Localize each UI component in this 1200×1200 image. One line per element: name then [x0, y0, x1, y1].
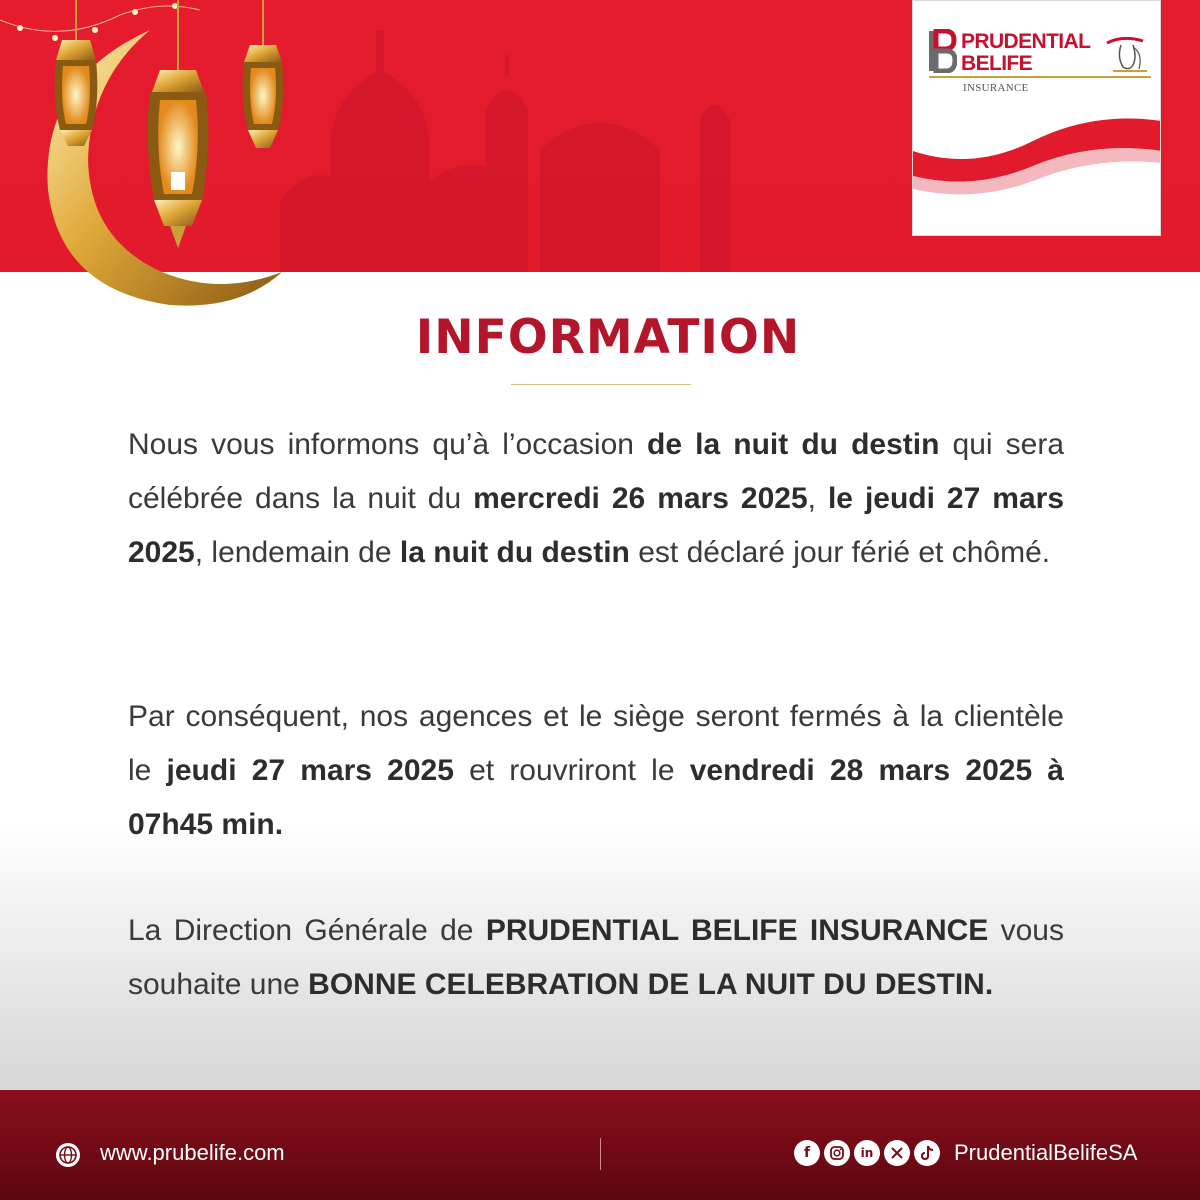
- p1-text-g: , lendemain de: [194, 536, 400, 569]
- prudence-face-icon: [1103, 31, 1151, 75]
- p3-bold-b: PRUDENTIAL BELIFE INSURANCE: [485, 914, 989, 947]
- logo-name-line2: BELIFE: [961, 52, 1033, 75]
- logo-name-line1: PRUDENTIAL: [961, 30, 1091, 53]
- p1-text-i: est déclaré jour férié et chômé.: [629, 536, 1051, 569]
- title-underline: [511, 384, 691, 385]
- p1-bold-f: le jeudi 27 mars 2025: [128, 482, 1065, 569]
- page-title: INFORMATION: [415, 310, 801, 365]
- footer-bar: [0, 1090, 1200, 1200]
- footer-divider: [600, 1138, 601, 1170]
- paragraph-3: [128, 904, 1064, 1012]
- p3-text-c: vous souhaite une: [128, 914, 1064, 1001]
- p2-text-c: et rouvriront le: [453, 754, 690, 787]
- p3-text-a: La Direction Générale de: [128, 914, 486, 947]
- p2-bold-d: vendredi 28 mars 2025 à 07h45 min.: [128, 754, 1064, 841]
- social-handle[interactable]: PrudentialBelifeSA: [954, 1140, 1138, 1165]
- globe-icon: [55, 1142, 81, 1168]
- instagram-icon[interactable]: [824, 1140, 850, 1166]
- p1-text-c: qui sera célébrée dans la nuit du: [128, 428, 1064, 515]
- p1-bold-b: de la nuit du destin: [647, 428, 940, 461]
- paragraph-1: [128, 418, 1064, 580]
- linkedin-icon[interactable]: in: [854, 1140, 880, 1166]
- paragraph-2: [128, 690, 1064, 852]
- p3-bold-d: BONNE CELEBRATION DE LA NUIT DU DESTIN.: [308, 968, 994, 1001]
- crescent-and-lanterns-decoration: [0, 0, 340, 330]
- social-icons: [794, 1140, 940, 1166]
- p1-bold-d: mercredi 26 mars 2025: [473, 482, 808, 515]
- p2-text-a: Par conséquent, nos agences et le siège seront fermés à la clientèle le: [128, 700, 1064, 787]
- p1-bold-h: la nuit du destin: [399, 536, 630, 569]
- p2-bold-b: jeudi 27 mars 2025: [166, 754, 454, 787]
- p1-text-a: Nous vous informons qu’à l’occasion: [128, 428, 648, 461]
- logo-name-line3: INSURANCE: [963, 82, 1029, 94]
- x-icon[interactable]: [884, 1140, 910, 1166]
- website-link[interactable]: www.prubelife.com: [100, 1140, 285, 1165]
- facebook-icon[interactable]: f: [794, 1140, 820, 1166]
- tiktok-icon[interactable]: [914, 1140, 940, 1166]
- pb-logo-icon: [927, 29, 957, 73]
- logo-card: [912, 0, 1161, 236]
- logo-gold-rule: [929, 76, 1151, 78]
- p1-text-e: ,: [807, 482, 828, 515]
